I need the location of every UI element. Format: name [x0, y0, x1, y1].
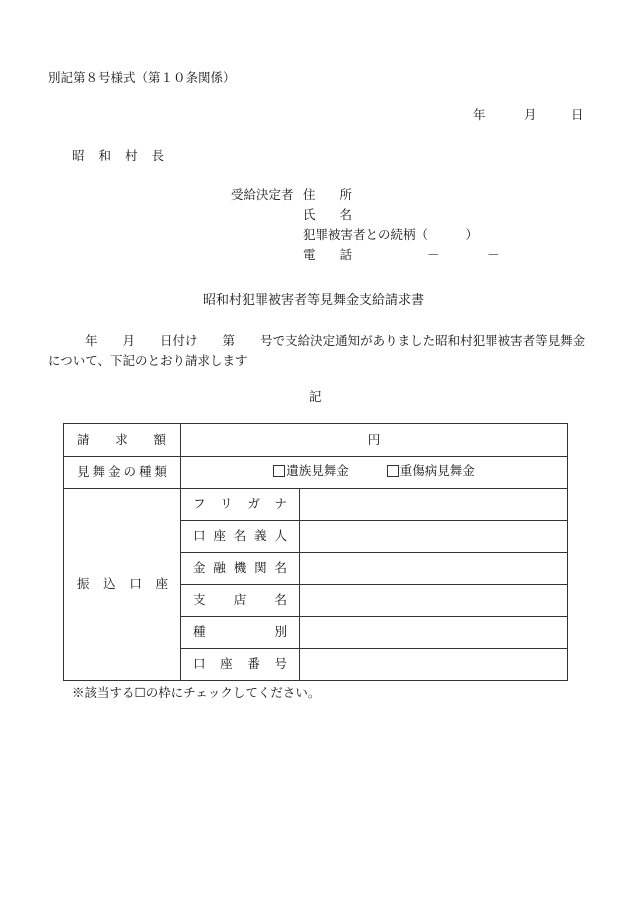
type-label-char: 見	[77, 464, 90, 480]
bank-label-char: 振	[77, 576, 90, 592]
holder-input[interactable]	[300, 521, 568, 553]
furigana-input[interactable]	[300, 489, 568, 521]
checkbox-icon[interactable]	[387, 465, 399, 477]
claim-table	[63, 423, 568, 681]
branch-char: 名	[274, 592, 287, 608]
branch-input[interactable]	[300, 585, 568, 617]
bank-label-char: 込	[103, 576, 116, 592]
account-type-char: 種	[193, 624, 206, 640]
furigana-label-cell	[181, 489, 300, 521]
holder-label-cell	[181, 521, 300, 553]
document-title: 昭和村犯罪被害者等見舞金支給請求書	[203, 293, 425, 308]
address-label-char: 住	[303, 187, 316, 202]
addressee-char: 村	[125, 148, 138, 163]
account-number-char: 号	[274, 656, 287, 672]
phone-label	[303, 249, 352, 262]
checkbox-icon[interactable]	[273, 465, 285, 477]
type-label-char: 類	[154, 464, 167, 480]
addressee-char: 長	[151, 148, 165, 163]
holder-char: 口	[193, 528, 206, 544]
type-label-char: 金	[107, 464, 121, 480]
institution-char: 融	[213, 560, 226, 576]
name-label	[303, 209, 352, 222]
amount-label-char: 求	[115, 431, 128, 447]
institution-label-cell	[181, 553, 300, 585]
body-line-1	[85, 335, 585, 348]
check-note: ※該当する☐の枠にチェックしてください。	[72, 685, 321, 700]
addressee-char: 和	[98, 148, 112, 163]
branch-label-cell	[181, 585, 300, 617]
option-serious-injury-label: 重傷病見舞金	[399, 463, 475, 479]
account-type-label-cell	[181, 617, 300, 649]
amount-row	[64, 424, 568, 457]
type-label-char: の	[123, 464, 136, 480]
type-label-cell	[64, 457, 181, 489]
furigana-char: ナ	[274, 496, 287, 512]
checkbox-serious-injury[interactable]	[387, 465, 475, 478]
body-year: 年	[85, 333, 98, 348]
amount-value-cell[interactable]	[181, 424, 568, 457]
type-label-char: 種	[138, 464, 152, 480]
holder-char: 名	[233, 528, 247, 544]
option-bereaved-label: 遺族見舞金	[286, 463, 349, 479]
date-month: 月	[524, 107, 537, 122]
account-number-char: 口	[193, 656, 206, 672]
account-number-char: 番	[247, 656, 260, 672]
bank-label-char: 口	[129, 576, 142, 592]
furigana-char: ガ	[247, 496, 260, 512]
amount-label-char: 額	[153, 431, 166, 447]
holder-char: 義	[254, 528, 267, 544]
bank-label-char: 座	[155, 576, 168, 592]
type-label-char: 舞	[92, 464, 105, 480]
account-type-char: 別	[274, 624, 287, 640]
ki-heading: 記	[309, 389, 322, 404]
account-number-char: 座	[220, 656, 233, 672]
furigana-char: リ	[220, 496, 233, 512]
bank-label-cell	[64, 489, 181, 681]
phone-label-char: 電	[303, 247, 316, 262]
addressee	[72, 150, 164, 163]
date-day: 日	[571, 107, 584, 122]
addressee-char: 昭	[72, 148, 85, 163]
body-date-suffix: 日付け	[160, 333, 198, 348]
institution-char: 金	[193, 560, 206, 576]
body-number-suffix: 号で支給決定通知がありました昭和村犯罪被害者等見舞金	[260, 333, 586, 348]
checkbox-bereaved[interactable]	[273, 465, 349, 478]
holder-char: 人	[274, 528, 287, 544]
phone-dash: －	[487, 247, 500, 262]
account-number-label-cell	[181, 649, 300, 681]
institution-input[interactable]	[300, 553, 568, 585]
phone-dash: －	[427, 247, 440, 262]
amount-label-cell	[64, 424, 181, 457]
relation-label: 犯罪被害者との続柄（ ）	[303, 227, 479, 242]
form-id: 別記第８号様式（第１０条関係）	[48, 70, 236, 85]
holder-char: 座	[213, 528, 226, 544]
amount-label-char: 請	[77, 431, 90, 447]
address-label-char: 所	[339, 187, 353, 202]
branch-char: 支	[193, 592, 206, 608]
furigana-char: フ	[193, 496, 206, 512]
account-number-input[interactable]	[300, 649, 568, 681]
address-label	[303, 189, 352, 202]
body-number-prefix: 第	[222, 333, 236, 348]
bank-row-furigana	[64, 489, 568, 521]
date-year: 年	[473, 107, 486, 122]
phone-label-char: 話	[339, 247, 353, 262]
type-row	[64, 457, 568, 489]
name-label-char: 名	[339, 207, 353, 222]
body-line-2: について、下記のとおり請求します	[48, 353, 248, 368]
institution-char: 関	[254, 560, 267, 576]
name-label-char: 氏	[303, 207, 316, 222]
account-type-input[interactable]	[300, 617, 568, 649]
body-month: 月	[122, 333, 136, 348]
applicant-role: 受給決定者	[231, 187, 294, 202]
yen-unit: 円	[367, 431, 381, 447]
institution-char: 機	[233, 560, 247, 576]
type-options-cell	[181, 457, 568, 489]
institution-char: 名	[274, 560, 287, 576]
branch-char: 店	[233, 592, 247, 608]
